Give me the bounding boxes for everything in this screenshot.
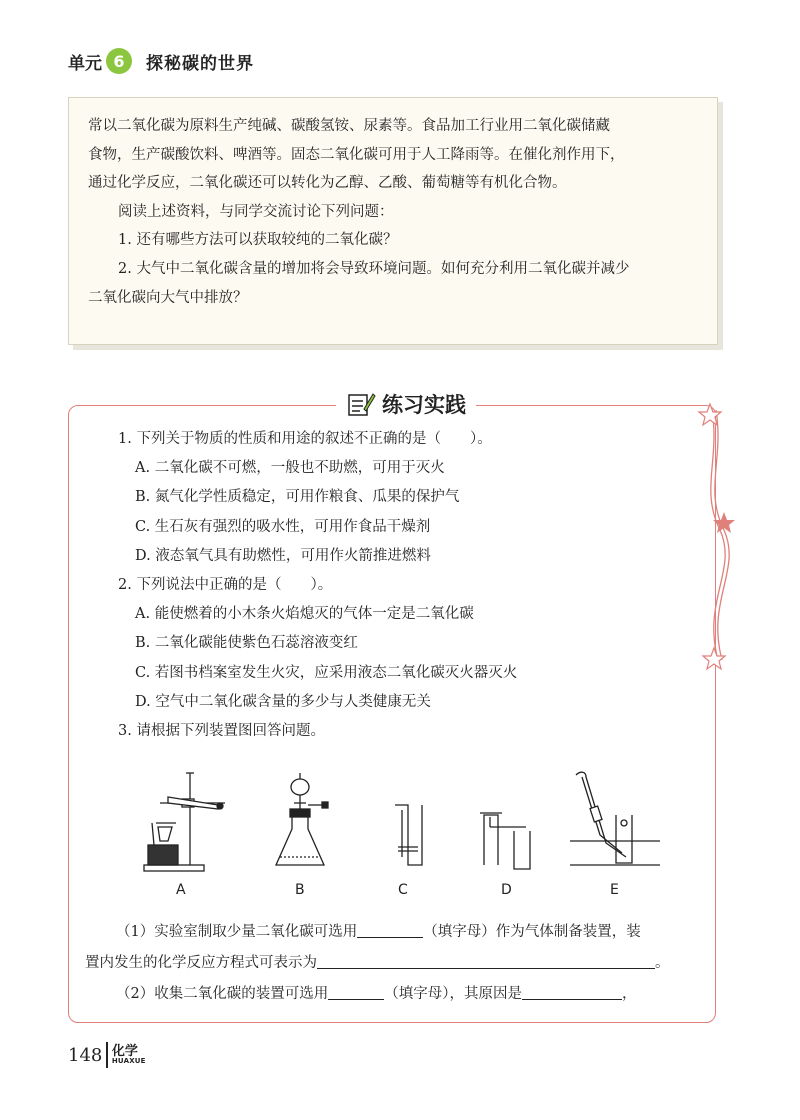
unit-number-badge: 6 [106, 48, 132, 74]
apparatus-c-drawing [395, 805, 422, 865]
page-footer [68, 1040, 146, 1070]
page-number: 148 [68, 1044, 103, 1066]
apparatus-a-drawing [144, 773, 225, 871]
notebook-pencil-icon [346, 389, 376, 419]
reading-line: 通过化学反应，二氧化碳还可以转化为乙醇、乙酸、葡萄糖等有机化合物。 [88, 175, 567, 192]
unit-header [68, 46, 254, 76]
punctuation: ， [621, 986, 637, 1002]
question-2-option: B. 二氧化碳能使紫色石蕊溶液变红 [135, 635, 358, 652]
apparatus-d-drawing [480, 813, 530, 869]
question-3-stem: 3. 请根据下列装置图回答问题。 [118, 723, 325, 740]
apparatus-b-drawing [276, 773, 328, 865]
apparatus-e-drawing [570, 772, 660, 865]
question-2-option: D. 空气中二氧化碳含量的多少与人类健康无关 [135, 693, 431, 710]
practice-title-text: 练习实践 [382, 393, 466, 417]
reading-material-box [68, 97, 718, 345]
lab-apparatus-figure [140, 765, 660, 875]
subject-name: 化学 [111, 1044, 138, 1059]
footer-subject [112, 1045, 146, 1065]
question-2-option: C. 若图书档案室发生火灾，应采用液态二氧化碳灭火器灭火 [135, 664, 518, 681]
question-1-option: A. 二氧化碳不可燃，一般也不助燃，可用于灭火 [135, 460, 445, 477]
question-1-stem: 1. 下列关于物质的性质和用途的叙述不正确的是（ ）。 [118, 431, 492, 447]
discussion-question-2-cont: 二氧化碳向大气中排放？ [88, 289, 248, 306]
discussion-question-1: 1. 还有哪些方法可以获取较纯的二氧化碳？ [118, 232, 398, 249]
reading-prompt: 阅读上述资料，与同学交流讨论下列问题： [118, 203, 394, 220]
sub-question-2-text: （2）收集二氧化碳的装置可选用 [116, 986, 329, 1002]
sub-question-2-text: （填字母），其原因是 [384, 986, 522, 1002]
question-1-option: C. 生石灰有强烈的吸水性，可用作食品干燥剂 [135, 518, 431, 535]
apparatus-label-e: E [610, 882, 619, 898]
reading-line: 食物，生产碳酸饮料、啤酒等。固态二氧化碳可用于人工降雨等。在催化剂作用下， [88, 146, 625, 163]
discussion-question-2: 2. 大气中二氧化碳含量的增加将会导致环境问题。如何充分利用二氧化碳并减少 [118, 260, 630, 277]
answer-blank[interactable] [522, 981, 622, 1000]
apparatus-label-b: B [295, 882, 305, 898]
question-2-stem: 2. 下列说法中正确的是（ ）。 [118, 577, 333, 594]
footer-divider [106, 1042, 108, 1068]
question-1-option: D. 液态氧气具有助燃性，可用作火箭推进燃料 [135, 547, 431, 564]
reading-line: 常以二氧化碳为原料生产纯碱、碳酸氢铵、尿素等。食品加工行业用二氧化碳储藏 [88, 118, 610, 134]
answer-blank[interactable] [328, 981, 384, 1000]
practice-section-title [336, 384, 476, 424]
apparatus-label-c: C [398, 882, 408, 898]
subject-pinyin: HUAXUE [111, 1057, 146, 1065]
apparatus-label-d: D [501, 882, 512, 898]
question-1-option: B. 氮气化学性质稳定，可用作粮食、瓜果的保护气 [135, 489, 460, 506]
question-2-option: A. 能使燃着的小木条火焰熄灭的气体一定是二氧化碳 [135, 606, 474, 623]
apparatus-label-a: A [176, 882, 186, 898]
answer-blank[interactable] [317, 950, 655, 969]
punctuation: 。 [655, 955, 670, 971]
question-3-subparts [85, 917, 705, 1010]
unit-title: 探秘碳的世界 [146, 53, 254, 74]
sub-question-1-text: （1）实验室制取少量二氧化碳可选用 [116, 924, 358, 940]
unit-label: 单元 [68, 53, 102, 74]
questions-block [118, 425, 708, 746]
sub-question-1-text: 置内发生的化学反应方程式可表示为 [85, 955, 317, 971]
answer-blank[interactable] [357, 919, 423, 938]
sub-question-1-text: （填字母）作为气体制备装置，装 [423, 924, 641, 940]
